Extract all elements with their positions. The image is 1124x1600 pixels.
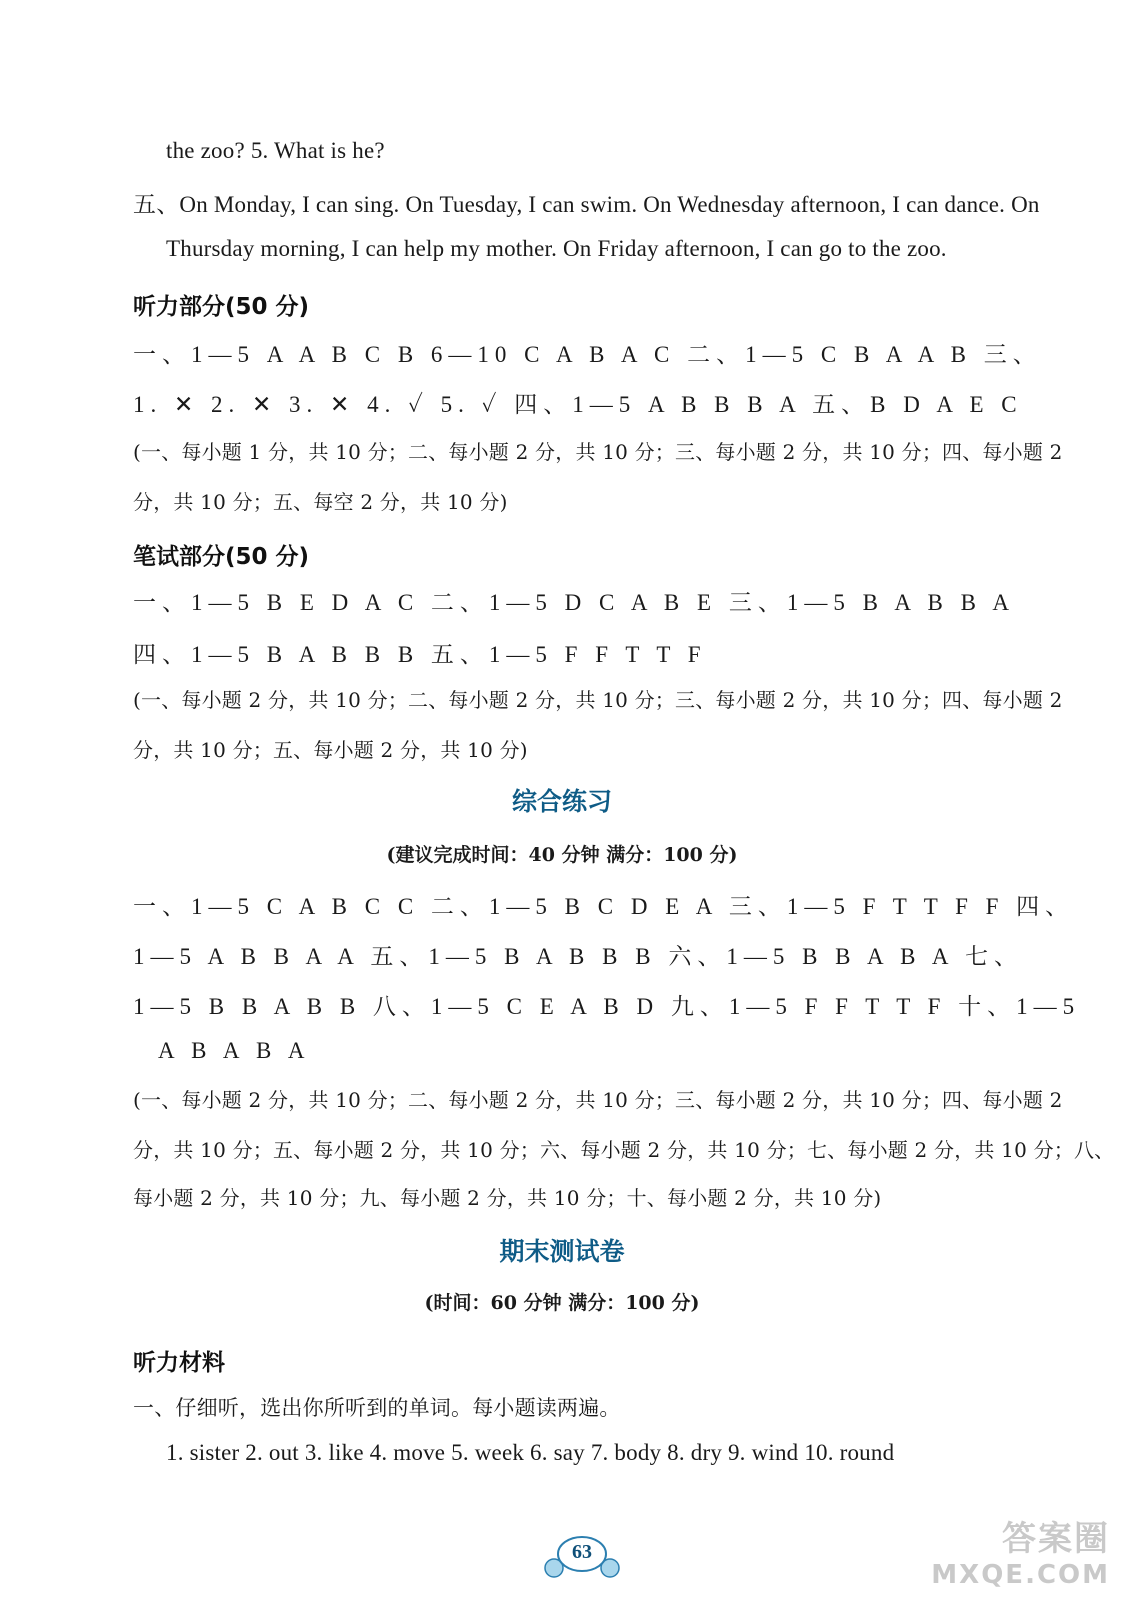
answer-line: 一、1—5 C A B C C 二、1—5 B C D E A 三、1—5 F T T F F 四、 [133,894,1075,919]
scoring-note: (一、每小题 2 分，共 10 分；二、每小题 2 分，共 10 分；三、每小题 2 分，共 10 分；四、每小题 2 [133,1088,1063,1112]
watermark-url: MXQE.COM [931,1560,1110,1590]
answer-line: 一、1—5 B E D A C 二、1—5 D C A B E 三、1—5 B A B B A [133,590,1016,615]
watermark-text: 答案圈 [1002,1519,1110,1559]
answer-line: 五、On Monday, I can sing. On Tuesday, I can swim. On Wednesday afternoon, I can dance. On [133,192,1040,217]
scoring-note: 分，共 10 分；五、每小题 2 分，共 10 分；六、每小题 2 分，共 10 分；七、每小题 2 分，共 10 分；八、 [133,1138,1115,1162]
scoring-note: (一、每小题 2 分，共 10 分；二、每小题 2 分，共 10 分；三、每小题 2 分，共 10 分；四、每小题 2 [133,688,1063,712]
scoring-note: (一、每小题 1 分，共 10 分；二、每小题 2 分，共 10 分；三、每小题 2 分，共 10 分；四、每小题 2 [133,440,1063,464]
answer-line: 1. ✕ 2. ✕ 3. ✕ 4. ✓ 5. ✓ 四、1—5 A B B B A 五、B D A E C [133,392,1023,417]
answer-line: 一、1—5 A A B C B 6—10 C A B A C 二、1—5 C B A A B 三、 [133,342,1042,367]
answer-line: 四、1—5 B A B B B 五、1—5 F F T T F [133,642,707,667]
section-heading-written: 笔试部分(50 分) [133,544,310,570]
answer-line: the zoo? 5. What is he? [166,138,385,163]
page-number: 63 [572,1541,592,1563]
watermark [931,1511,1110,1590]
scoring-note: 每小题 2 分，共 10 分；九、每小题 2 分，共 10 分；十、每小题 2 分，共 10 分) [133,1186,882,1210]
section-title-comprehensive: 综合练习 [511,787,612,816]
scoring-note: 分，共 10 分；五、每空 2 分，共 10 分) [133,490,508,514]
section-heading-listening-material: 听力材料 [133,1350,225,1376]
section-subtitle: (时间：60 分钟 满分：100 分) [424,1292,700,1314]
page-number-badge [532,1532,632,1582]
answer-line: A B A B A [158,1038,311,1063]
section-subtitle: (建议完成时间：40 分钟 满分：100 分) [386,844,738,866]
answer-line: 1—5 B B A B B 八、1—5 C E A B D 九、1—5 F F T T F 十、1—5 [133,994,1081,1019]
word-list: 1. sister 2. out 3. like 4. move 5. week 6. say 7. body 8. dry 9. wind 10. round [166,1440,895,1465]
question-instruction: 一、仔细听，选出你所听到的单词。每小题读两遍。 [133,1396,621,1420]
section-heading-listening: 听力部分(50 分) [133,294,310,320]
scoring-note: 分，共 10 分；五、每小题 2 分，共 10 分) [133,738,528,762]
section-title-final-exam: 期末测试卷 [499,1237,625,1266]
answer-line: Thursday morning, I can help my mother. On Friday afternoon, I can go to the zoo. [166,236,947,261]
answer-line: 1—5 A B B A A 五、1—5 B A B B B 六、1—5 B B A B A 七、 [133,944,1023,969]
